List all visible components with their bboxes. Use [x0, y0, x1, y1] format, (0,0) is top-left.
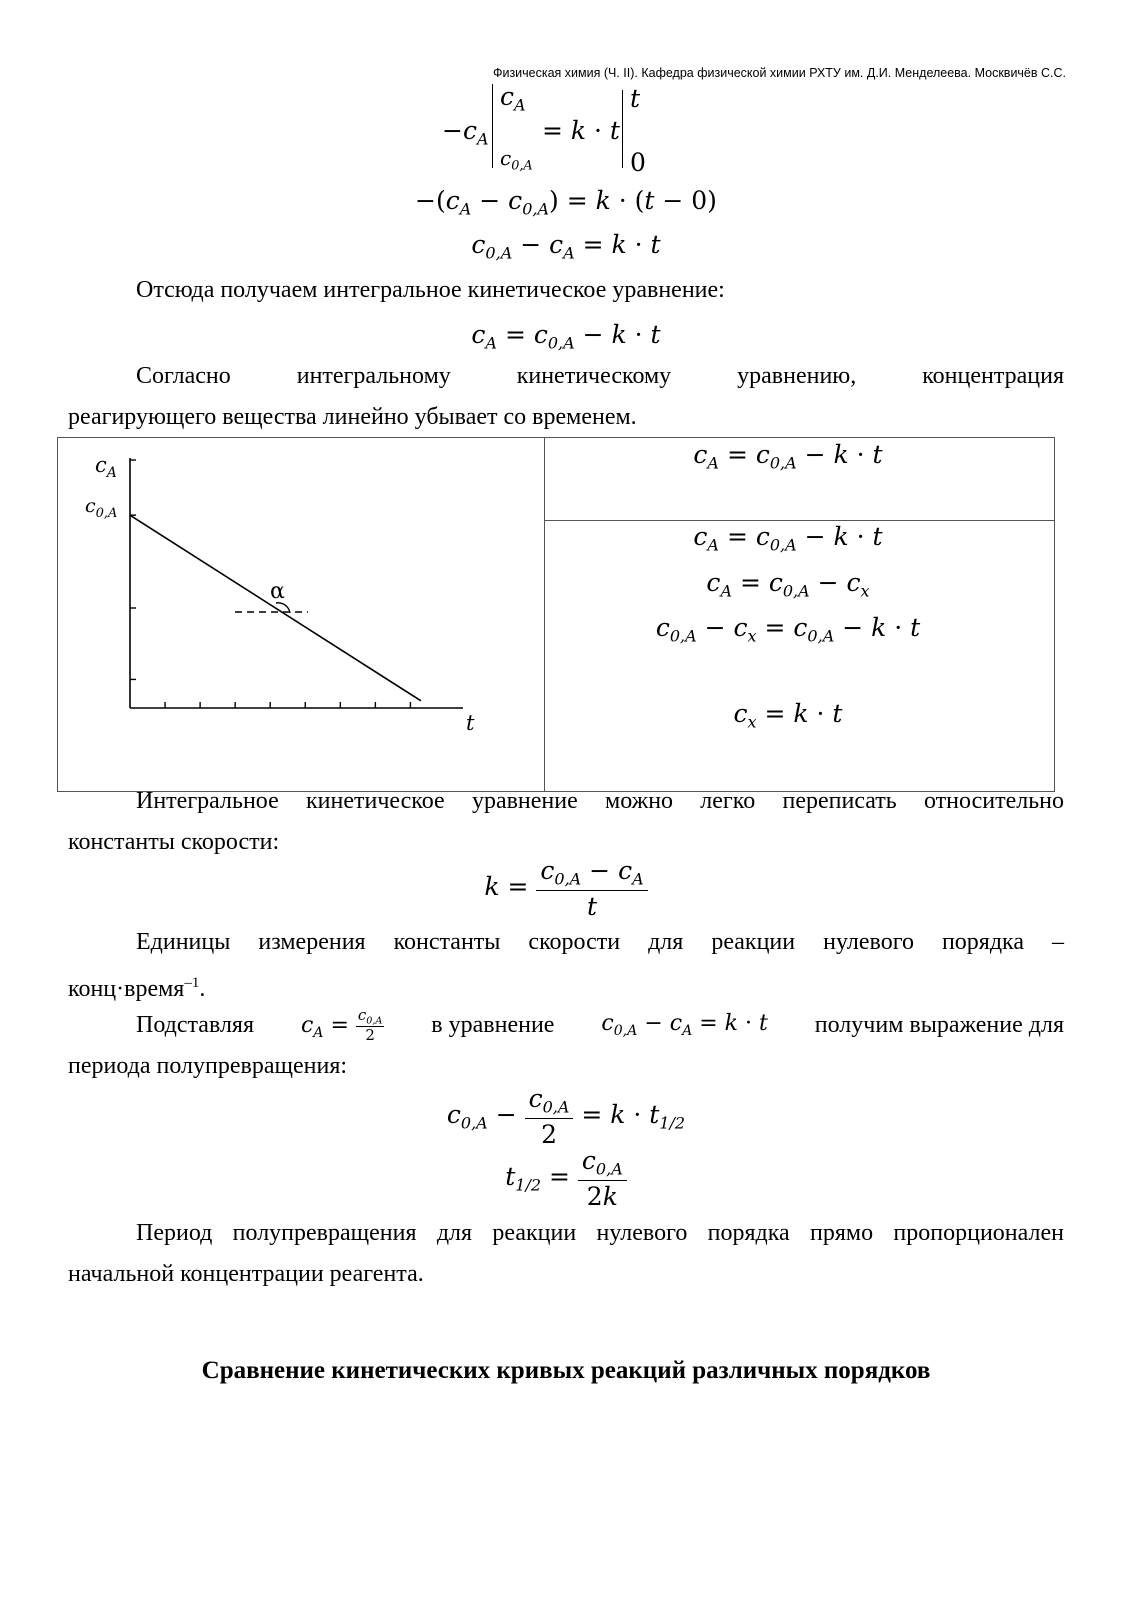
- y-axis-label: $c_A$: [95, 453, 117, 481]
- paragraph-conclusion-line2: начальной концентрации реагента.: [68, 1261, 424, 1287]
- units-text: конц·время: [68, 976, 185, 1002]
- paragraph-substitute-line2: периода полупревращения:: [68, 1053, 348, 1079]
- x-axis-label: t: [466, 711, 475, 735]
- units-exponent: –1: [184, 975, 200, 991]
- word: интегральному: [296, 363, 451, 389]
- equation-top-cell: $c_A = c_{0,A} - k \cdot t$: [693, 440, 883, 473]
- rate-constant-equation: k = $\frac{c_{0,A} - c_A}{t}$: [0, 858, 1132, 919]
- text-get-expression: получим выражение для: [814, 1012, 1064, 1038]
- paragraph-rewrite-line2: константы скорости:: [68, 829, 280, 855]
- graph-table: [57, 437, 1055, 792]
- paragraph-linear-line1: [68, 356, 1064, 397]
- chart-axes: [130, 458, 463, 708]
- paragraph-units-line1: Единицы измерения константы скорости для реакции нулевого порядка –: [136, 929, 1064, 955]
- concentration-time-chart: [58, 438, 544, 791]
- word: концентрация: [922, 363, 1064, 389]
- paragraph-substitute-line1: [68, 1005, 1064, 1046]
- page-header: Физическая химия (Ч. II). Кафедра физической химии РХТУ им. Д.И. Менделеева. Москвичёв С.С.: [492, 66, 1066, 80]
- word: Согласно: [136, 363, 231, 389]
- paragraph-intro: Отсюда получаем интегральное кинетическое уравнение:: [136, 277, 725, 303]
- chart-series: [130, 515, 421, 701]
- angle-label: α: [270, 579, 285, 604]
- half-life-equation: $t_{1/2}$ = $\frac{c_{0,A}}{2k}$: [0, 1148, 1132, 1209]
- section-heading: Сравнение кинетических кривых реакций различных порядков: [201, 1357, 931, 1384]
- text-in-equation: в уравнение: [431, 1012, 555, 1038]
- equation-evaluation: $-c_A$ $c_A$ $c_{0,A}$ = k · t t 0: [442, 82, 646, 177]
- concentration-line: [130, 515, 421, 701]
- half-life-derivation: $c_{0,A}$ − $\frac{c_{0,A}}{2}$ = $k \cdot t_{1/2}$: [446, 1084, 686, 1149]
- paragraph-linear-line2: реагирующего вещества линейно убывает со временем.: [68, 404, 637, 430]
- inline-equation-difference: $c_{0,A} - c_A = k \cdot t$: [601, 1011, 768, 1039]
- inline-equation-half: $c_A$ = $\frac{c_{0,A}}{2}$: [300, 1005, 383, 1045]
- equation-difference: $c_{0,A} - c_A = k \cdot t$: [471, 230, 661, 263]
- paragraph-conclusion-line1: Период полупревращения для реакции нулевого порядка прямо пропорционален: [136, 1220, 1064, 1246]
- units-end: .: [199, 976, 206, 1002]
- word: кинетическому: [516, 363, 672, 389]
- paragraph-units-line2: [68, 963, 1064, 1010]
- equation-expanded: $-(c_A - c_{0,A}) = k \cdot (t - 0)$: [415, 186, 717, 219]
- paragraph-rewrite-line1: Интегральное кинетическое уравнение можно легко переписать относительно: [136, 788, 1064, 814]
- y0-label: $c_{0,A}$: [85, 495, 118, 521]
- text-substituting: Подставляя: [136, 1012, 255, 1038]
- word: уравнению,: [737, 363, 857, 389]
- equation-bottom-cell: $c_A = c_{0,A} - k \cdot t$ $c_A = c_{0,A} - c_x$ $c_{0,A} - c_x = c_{0,A} - k \cdot t$ $c_x = k \cdot t$: [655, 522, 921, 732]
- integral-kinetic-equation: $c_A = c_{0,A} - k \cdot t$: [471, 320, 661, 353]
